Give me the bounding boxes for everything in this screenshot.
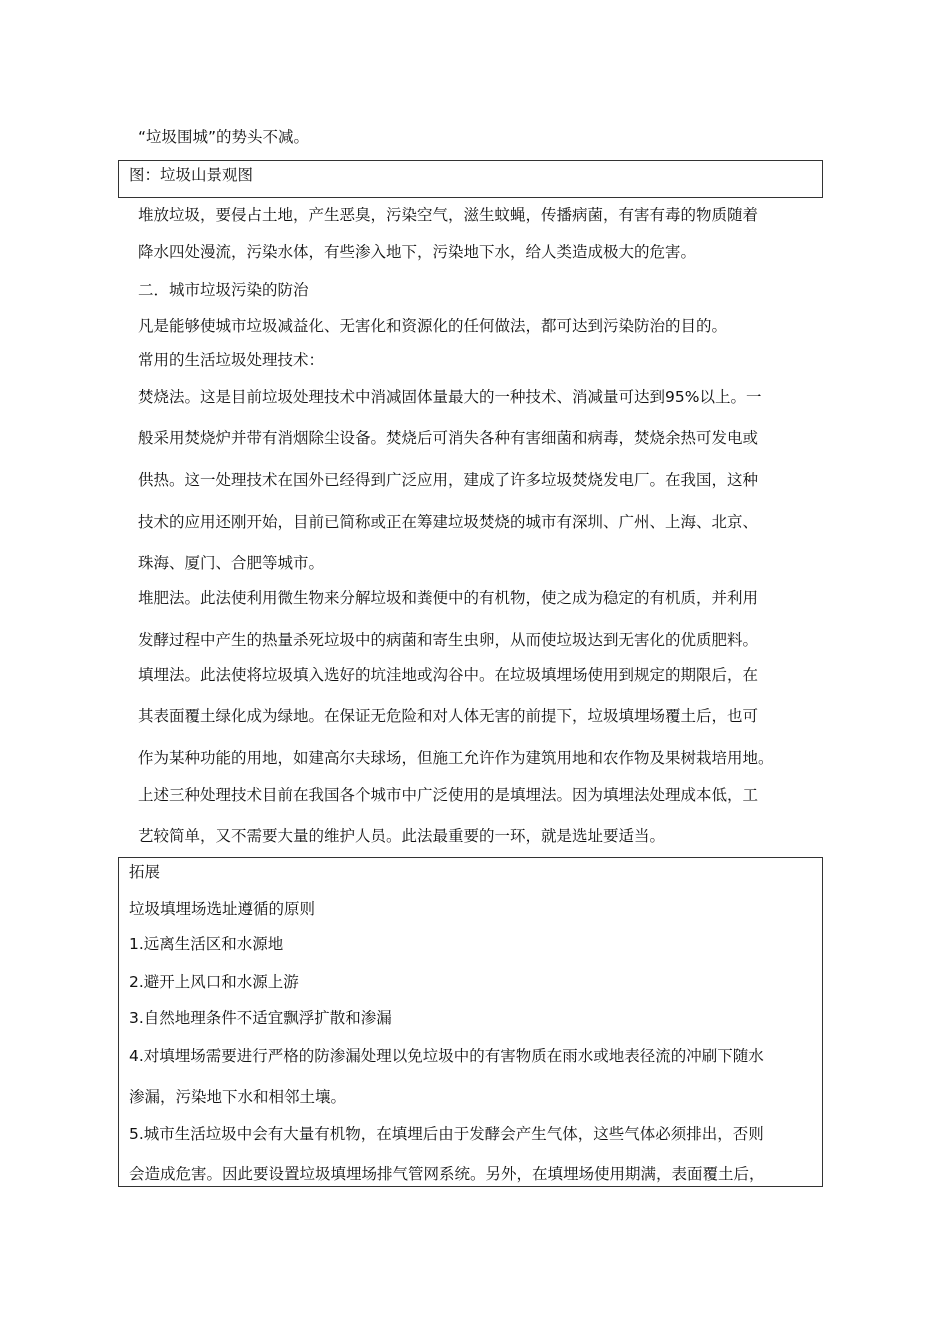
principle-item: 1.远离生活区和水源地 — [129, 935, 284, 953]
extension-subtitle: 垃圾填埋场选址遵循的原则 — [129, 900, 316, 918]
principle-item: 2.避开上风口和水源上游 — [129, 973, 299, 991]
body-line: 填埋法。此法使将垃圾填入选好的坑洼地或沟谷中。在垃圾填埋场使用到规定的期限后，在 — [138, 666, 759, 684]
principle-item-continued: 渗漏，污染地下水和相邻土壤。 — [129, 1088, 347, 1106]
figure-caption: 图：垃圾山景观图 — [129, 166, 254, 184]
body-line: 常用的生活垃圾处理技术： — [138, 351, 325, 369]
body-line: 般采用焚烧炉并带有消烟除尘设备。焚烧后可消失各种有害细菌和病毒，焚烧余热可发电或 — [138, 429, 759, 447]
principle-item: 3.自然地理条件不适宜飘浮扩散和渗漏 — [129, 1009, 392, 1027]
body-line: 焚烧法。这是目前垃圾处理技术中消减固体量最大的一种技术、消减量可达到95%以上。一 — [138, 388, 762, 406]
body-line: 供热。这一处理技术在国外已经得到广泛应用，建成了许多垃圾焚烧发电厂。在我国，这种 — [138, 471, 759, 489]
body-line: 发酵过程中产生的热量杀死垃圾中的病菌和寄生虫卵，从而使垃圾达到无害化的优质肥料。 — [138, 631, 759, 649]
figure-caption-box — [118, 160, 823, 198]
body-line: 技术的应用还刚开始，目前已简称或正在筹建垃圾焚烧的城市有深圳、广州、上海、北京、 — [138, 513, 759, 531]
body-line: 堆肥法。此法使利用微生物来分解垃圾和粪便中的有机物，使之成为稳定的有机质，并利用 — [138, 589, 759, 607]
section-heading: 二．城市垃圾污染的防治 — [138, 281, 309, 299]
body-line: 其表面覆土绿化成为绿地。在保证无危险和对人体无害的前提下，垃圾填埋场覆土后，也可 — [138, 707, 759, 725]
body-line: 作为某种功能的用地，如建高尔夫球场，但施工允许作为建筑用地和农作物及果树栽培用地。 — [138, 749, 774, 767]
body-line: 上述三种处理技术目前在我国各个城市中广泛使用的是填埋法。因为填埋法处理成本低，工 — [138, 786, 759, 804]
body-line: 珠海、厦门、合肥等城市。 — [138, 554, 325, 572]
extension-box — [118, 857, 823, 1187]
body-line: 堆放垃圾，要侵占土地，产生恶臭，污染空气，滋生蚊蝇，传播病菌，有害有毒的物质随着 — [138, 206, 759, 224]
principle-item: 4.对填埋场需要进行严格的防渗漏处理以免垃圾中的有害物质在雨水或地表径流的冲刷下随水 — [129, 1047, 764, 1065]
body-line: 艺较简单，又不需要大量的维护人员。此法最重要的一环，就是选址要适当。 — [138, 827, 666, 845]
body-line: 凡是能够使城市垃圾减益化、无害化和资源化的任何做法，都可达到污染防治的目的。 — [138, 317, 728, 335]
principle-item-continued: 会造成危害。因此要设置垃圾填埋场排气管网系统。另外，在填埋场使用期满，表面覆土后， — [129, 1165, 765, 1183]
intro-line: “垃圾围城”的势头不减。 — [138, 128, 310, 146]
extension-title: 拓展 — [129, 863, 161, 881]
body-line: 降水四处漫流，污染水体，有些渗入地下，污染地下水，给人类造成极大的危害。 — [138, 243, 697, 261]
principle-item: 5.城市生活垃圾中会有大量有机物，在填埋后由于发酵会产生气体，这些气体必须排出，否则 — [129, 1125, 764, 1143]
